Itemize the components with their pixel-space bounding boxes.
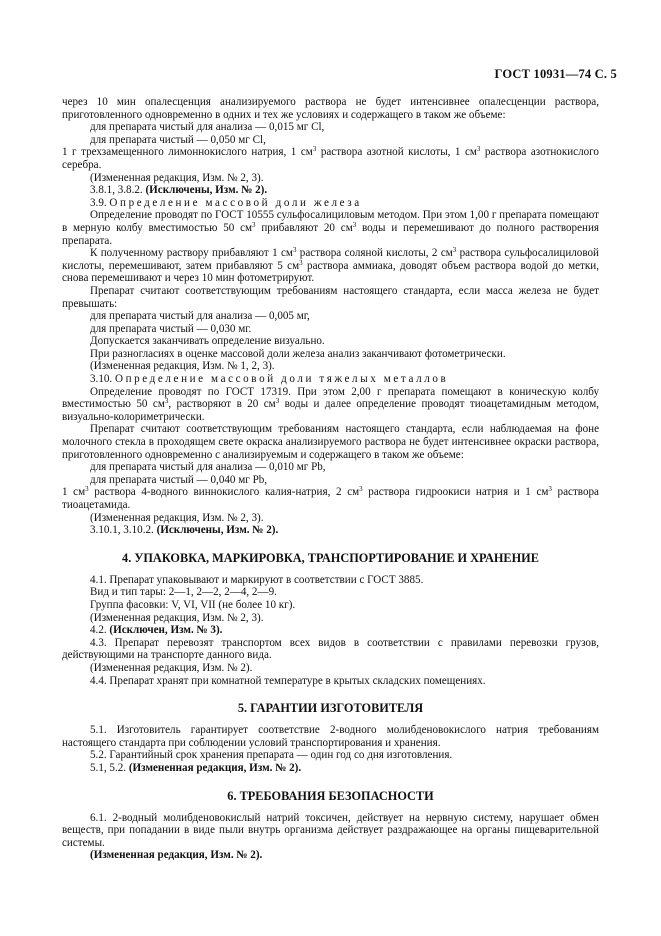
paragraph: 6.1. 2-водный молибденовокислый натрий токсичен, действует на нервную систему, нарушает обмен веществ, при попадании в виде пыли внутрь организма действует раздражающее на органы пищеварительной системы. bbox=[62, 811, 599, 849]
paragraph: для препарата чистый для анализа — 0,010 мг Pb, bbox=[90, 461, 326, 474]
paragraph: Препарат считают соответствующим требованиям настоящего стандарта, если масса железа не будет превышать: bbox=[62, 284, 599, 310]
paragraph: 4.2. (Исключен, Изм. № 3). bbox=[90, 624, 223, 637]
document-body bbox=[62, 96, 599, 862]
paragraph: Определение проводят по ГОСТ 17319. При этом 2,00 г препарата помещают в коническую колбу вместимостью 50 $см^3$, растворяют в 20 $см^3$ воды и далее определение проводят тиоацетамидным методом, визуально-колориметрически. bbox=[62, 385, 600, 423]
paragraph: К полученному раствору прибавляют 1 $см^3$ раствора соляной кислоты, 2 $см^3$ раствора сульфосалициловой кислоты, перемешивают, затем прибавляют 5 $см^3$ раствора аммиака, доводят объем раствора водой до метки, снова перемешивают и через 10 мин фотометрируют. bbox=[62, 246, 599, 285]
revision-note: (Измененная редакция, Изм. № 2, 3). bbox=[90, 611, 264, 624]
paragraph: 5.1, 5.2. (Измененная редакция, Изм. № 2). bbox=[90, 761, 302, 774]
paragraph: 3.10.1, 3.10.2. (Исключены, Изм. № 2). bbox=[90, 524, 279, 537]
section-title: 3.10. Определение массовой доли тяжелых металлов bbox=[90, 373, 449, 386]
paragraph: Вид и тип тары: 2—1, 2—2, 2—4, 2—9. bbox=[90, 586, 277, 599]
paragraph: 5.1. Изготовитель гарантирует соответствие 2-водного молибденовокислого натрия требованиям настоящего стандарта при соблюдении условий транспортирования и хранения. bbox=[62, 724, 599, 749]
revision-note: (Измененная редакция, Изм. № 1, 2, 3). bbox=[90, 360, 275, 373]
paragraph: 1 $см^3$ раствора 4-водного виннокислого калия-натрия, 2 $см^3$ раствора гидроокиси натрия и 1 $см^3$ раствора тиоацетамида. bbox=[62, 485, 599, 511]
paragraph: для препарата чистый — 0,040 мг Pb, bbox=[90, 473, 268, 486]
paragraph: Определение проводят по ГОСТ 10555 сульфосалициловым методом. При этом 1,00 г препарата помещают в мерную колбу вместимостью 50 $см^3$ прибавляют 20 $см^3$ воды и перемешивают до полного растворения препарата. bbox=[62, 209, 599, 247]
revision-note: (Измененная редакция, Изм. № 2). bbox=[90, 661, 253, 674]
paragraph: 3.8.1, 3.8.2. (Исключены, Изм. № 2). bbox=[90, 184, 268, 197]
section-title: 3.9. Определение массовой доли железа bbox=[90, 196, 362, 209]
paragraph: 5.2. Гарантийный срок хранения препарата — один год со дня изготовления. bbox=[90, 749, 453, 762]
section-heading-5: 5. ГАРАНТИИ ИЗГОТОВИТЕЛЯ bbox=[237, 701, 424, 716]
revision-note: (Измененная редакция, Изм. № 2, 3). bbox=[90, 171, 264, 184]
paragraph: для препарата чистый — 0,050 мг Cl, bbox=[90, 133, 266, 146]
paragraph: Группа фасовки: V, VI, VII (не более 10 кг). bbox=[90, 598, 296, 611]
page-header: ГОСТ 10931—74 С. 5 bbox=[494, 67, 617, 81]
paragraph: При разногласиях в оценке массовой доли железа анализ заканчивают фотометрически. bbox=[90, 347, 506, 360]
paragraph: через 10 мин опалесценция анализируемого раствора не будет интенсивнее опалесценции раствора, приготовленного одновременно в одних и тех же условиях и содержащего в таком же объеме: bbox=[62, 96, 599, 121]
paragraph: для препарата чистый для анализа — 0,005 мг, bbox=[90, 310, 310, 323]
paragraph: 4.4. Препарат хранят при комнатной температуре в крытых складских помещениях. bbox=[90, 674, 486, 687]
paragraph: Препарат считают соответствующим требованиям настоящего стандарта, если наблюдаемая на фоне молочного стекла в проходящем свете окраска анализируемого раствора не будет интенсивнее окраски раствора, приготовленного одновременно с анализируемым и содержащего в таком же объеме: bbox=[62, 423, 599, 461]
revision-note: (Измененная редакция, Изм. № 2, 3). bbox=[90, 511, 264, 524]
paragraph: 4.3. Препарат перевозят транспортом всех видов в соответствии с правилами перевозки грузов, действующими на транспорте данного вида. bbox=[62, 636, 599, 662]
revision-note: (Измененная редакция, Изм. № 2). bbox=[90, 849, 263, 862]
paragraph: для препарата чистый — 0,030 мг. bbox=[90, 322, 252, 335]
section-heading-6: 6. ТРЕБОВАНИЯ БЕЗОПАСНОСТИ bbox=[227, 788, 434, 803]
paragraph: 1 г трехзамещенного лимоннокислого натрия, 1 $см^3$ раствора азотной кислоты, 1 $см^3$ раствора азотнокислого серебра. bbox=[62, 145, 599, 171]
section-heading-4: 4. УПАКОВКА, МАРКИРОВКА, ТРАНСПОРТИРОВАНИЕ И ХРАНЕНИЕ bbox=[122, 550, 539, 565]
paragraph: Допускается заканчивать определение визуально. bbox=[90, 335, 325, 348]
paragraph: 4.1. Препарат упаковывают и маркируют в соответствии с ГОСТ 3885. bbox=[90, 573, 424, 586]
paragraph: для препарата чистый для анализа — 0,015 мг Cl, bbox=[90, 121, 325, 134]
